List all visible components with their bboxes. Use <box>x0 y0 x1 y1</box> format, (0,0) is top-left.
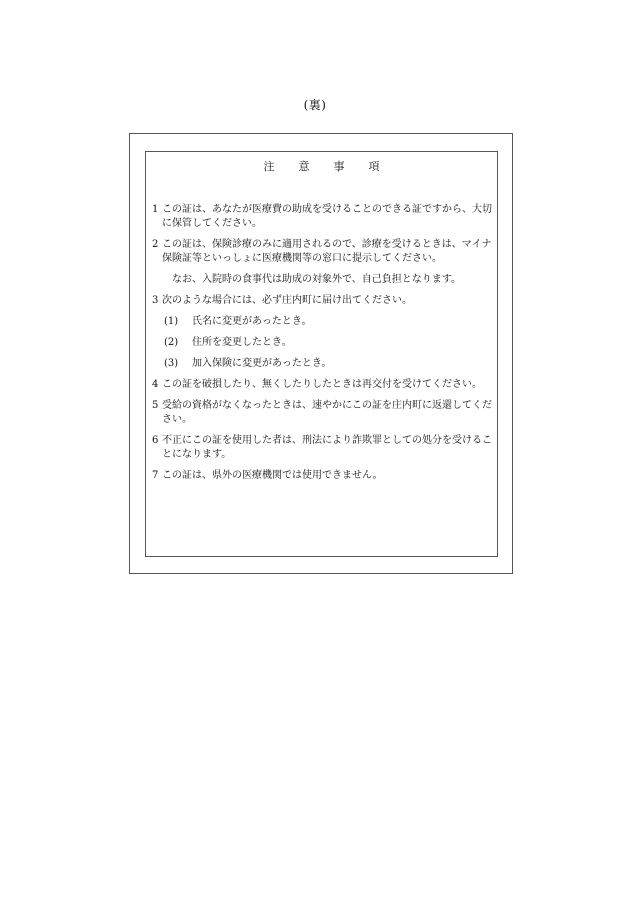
item-number: 1 <box>152 204 159 215</box>
item-text: この証は、あなたが医療費の助成を受けることのできる証ですから、大切に保管してください。 <box>162 204 492 229</box>
notice-outer-frame <box>129 133 513 574</box>
item-number: 2 <box>152 239 159 250</box>
notice-inner-frame <box>145 151 498 557</box>
subitem-number: (2) <box>164 337 179 348</box>
subitem-number: (3) <box>164 358 179 369</box>
notice-item-5 <box>152 399 495 427</box>
item-text: 受給の資格がなくなったときは、速やかにこの証を庄内町に返還してください。 <box>162 400 492 425</box>
notice-item-7 <box>152 469 495 483</box>
notice-items <box>152 203 495 490</box>
page-label: (裏) <box>303 98 327 112</box>
notice-item-1 <box>152 203 495 231</box>
item-text: この証は、県外の医療機関では使用できません。 <box>162 470 383 481</box>
notice-item-6 <box>152 434 495 462</box>
notice-subitem <box>152 336 495 350</box>
subitem-text: 加入保険に変更があったとき。 <box>192 358 332 369</box>
item-text: この証を破損したり、無くしたりしたときは再交付を受けてください。 <box>162 379 482 390</box>
notice-note: なお、入院時の食事代は助成の対象外で、自己負担となります。 <box>172 274 461 285</box>
notice-item-2 <box>152 238 495 266</box>
subitem-text: 住所を変更したとき。 <box>192 337 292 348</box>
item-text: この証は、保険診療のみに適用されるので、診療を受けるときは、マイナ保険証等といっしょに医療機関等の窓口に提示してください。 <box>162 239 492 264</box>
notice-title-char: 注 <box>263 160 275 173</box>
notice-item-4 <box>152 378 495 392</box>
notice-subitem <box>152 315 495 329</box>
item-text: 次のような場合には、必ず庄内町に届け出てください。 <box>162 295 412 306</box>
subitem-text: 氏名に変更があったとき。 <box>192 316 312 327</box>
item-number: 5 <box>152 400 159 411</box>
item-number: 4 <box>152 379 159 390</box>
notice-item-3 <box>152 294 495 308</box>
notice-title-char: 事 <box>333 160 345 173</box>
item-number: 6 <box>152 435 159 446</box>
notice-title <box>146 158 497 174</box>
item-number: 7 <box>152 470 159 481</box>
notice-title-char: 意 <box>298 160 310 173</box>
item-text: 不正にこの証を使用した者は、刑法により詐欺罪としての処分を受けることになります。 <box>162 435 492 460</box>
item-number: 3 <box>152 295 159 306</box>
notice-title-char: 項 <box>368 160 380 173</box>
notice-subitem <box>152 357 495 371</box>
subitem-number: (1) <box>164 316 179 327</box>
